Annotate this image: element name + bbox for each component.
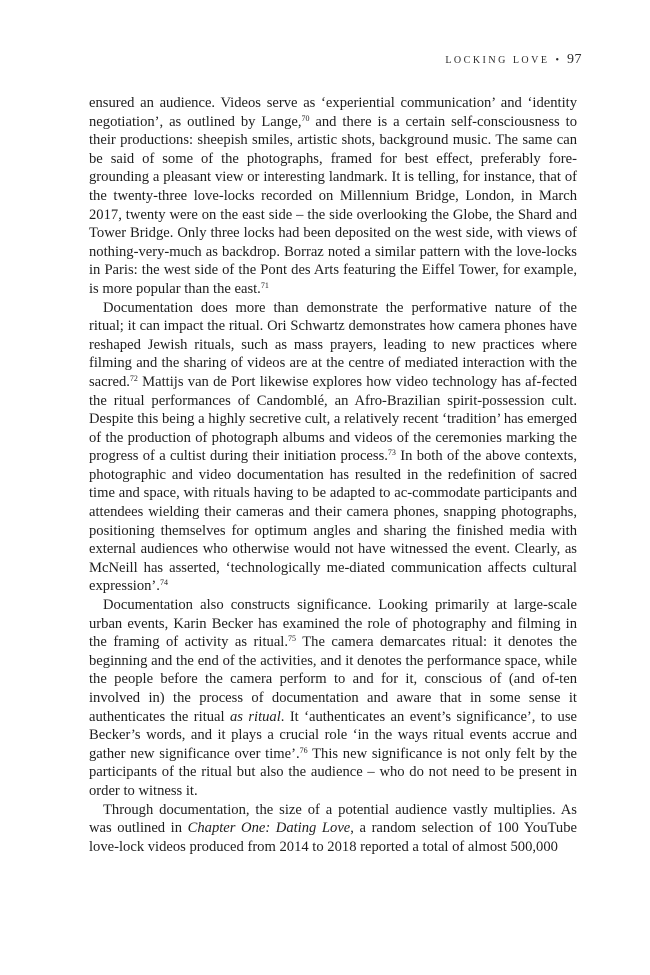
text-run: Documentation also constructs significance. Looking primarily at large-scale urban events, Karin Becker has examined the role of photography and filming in the framing of activity as ritual. [89,597,577,651]
running-head-separator: • [555,55,561,66]
text-run: The camera demarcates ritual: it denotes the beginning and the end of the activities, and it denotes the performance space, while the people before the camera perform to and for it, conscious of (and of-ten involved in) the process of documentation and aware that in some sense it authenticates the ritual [89,634,577,725]
text-run: . It ‘authenticates an event’s significance’, to use Becker’s words, and it plays a crucial role ‘in the ways ritual events accrue and gather new significance over time’. [89,708,578,762]
text-run: This new significance is not only felt by the participants of the ritual but also the audience – who do not need to be present in order to witness it. [89,745,577,799]
page-number: 97 [567,52,582,67]
text-run: Documentation does more than demonstrate the performative nature of the ritual; it can impact the ritual. Ori Schwartz demonstrates how camera phones have reshaped Jewish rituals, such as mass prayers, leading to new practices where filming and the sharing of videos are at the centre of mediated interaction with the sacred. [89,299,577,390]
running-header [445,52,582,68]
text-run: , a random selection of 100 YouTube love-lock videos produced from 2014 to 2018 reported a total of almost 500,000 [89,820,577,855]
running-head-title: LOCKING LOVE [445,55,550,66]
footnote-ref: 75 [288,634,297,644]
italic-text: Chapter One: Dating Love [187,820,351,837]
text-run: and there is a certain self-consciousness to their productions: sheepish smiles, artistic shots, background music. The same can be said of some of the photographs, framed for best effect, preferably fore-grounding a pleasant view or interesting landmark. It is telling, for instance, that of the twenty-three love-locks recorded on Millennium Bridge, London, in March 2017, twenty were on the east side – the side overlooking the Globe, the Shard and Tower Bridge. Only three locks had been deposited on the west side, with views of nothing-very-much as backdrop. Borraz noted a similar pattern with the love-locks in Paris: the west side of the Pont des Arts featuring the Eiffel Tower, for example, is more popular than the east. [89,113,577,297]
italic-text: as ritual [229,708,281,725]
body-text [89,94,577,856]
text-run: In both of the above contexts, photographic and video documentation has resulted in the redefinition of sacred time and space, with rituals having to be adapted to ac-commodate participants and attendees wielding their cameras and their camera phones, snapping photographs, positioning themselves for optimum angles and sharing the finished media with external audiences who otherwise would not have witnessed the event. Clearly, as McNeill has asserted, ‘technologically me-diated communication affects cultural expression’. [89,448,578,595]
text-run: Mattijs van de Port likewise explores how video technology has af-fected the ritual performances of Candomblé, an Afro-Brazilian spirit-possession cult. Despite this being a highly secretive cult, a relatively recent ‘tradition’ has emerged of the production of photograph albums and videos of the ceremonies marking the progress of a cultist during their initiation process. [89,373,577,465]
footnote-ref: 73 [387,448,396,458]
paragraph [89,94,577,299]
paragraph [89,801,577,857]
footnote-ref: 71 [260,280,269,290]
footnote-ref: 74 [159,578,168,588]
footnote-ref: 76 [299,745,308,755]
paragraph [89,299,577,597]
footnote-ref: 72 [129,373,138,383]
footnote-ref: 70 [301,113,310,123]
text-run: Through documentation, the size of a potential audience vastly multiplies. As was outlined in [89,801,577,837]
paragraph [89,596,577,801]
text-run: ensured an audience. Videos serve as ‘experiential communication’ and ‘identity negotiation’, as outlined by Lange, [89,95,577,130]
